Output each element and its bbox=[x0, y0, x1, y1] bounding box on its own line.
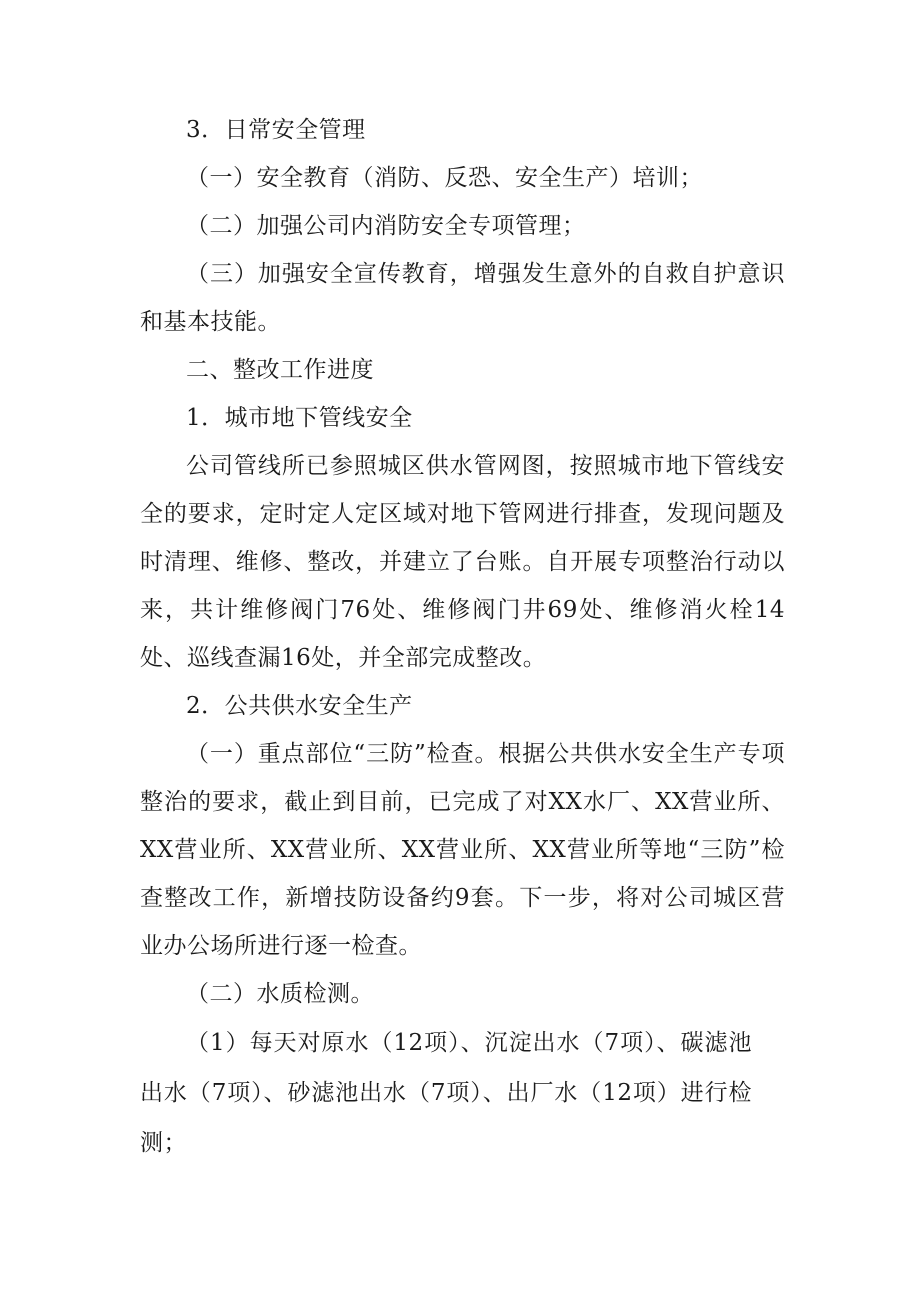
heading-public-water-supply: 2．公共供水安全生产 bbox=[186, 693, 413, 719]
document-body bbox=[140, 106, 785, 1168]
list-item-safety-publicity: （三）加强安全宣传教育，增强发生意外的自救自护意识和基本技能。 bbox=[140, 261, 785, 335]
paragraph-pipeline-inspection: 公司管线所已参照城区供水管网图，按照城市地下管线安全的要求，定时定人定区域对地下管网进行排查，发现问题及时清理、维修、整改，并建立了台账。自开展专项整治行动以来，共计维修阀门76处、维修阀门井69处、维修消火栓14处、巡线查漏16处，并全部完成整改。 bbox=[140, 453, 785, 671]
list-item-fire-management: （二）加强公司内消防安全专项管理； bbox=[186, 213, 586, 239]
section-heading-progress: 二、整改工作进度 bbox=[186, 357, 374, 383]
heading-daily-safety: 3．日常安全管理 bbox=[186, 117, 366, 143]
paragraph-daily-testing: （1）每天对原水（12项）、沉淀出水（7项）、碳滤池出水（7项）、砂滤池出水（7项）、出厂水（12项）进行检测； bbox=[140, 1030, 752, 1156]
list-item-safety-education: （一）安全教育（消防、反恐、安全生产）培训； bbox=[186, 165, 703, 191]
paragraph-three-prevention-check: （一）重点部位“三防”检查。根据公共供水安全生产专项整治的要求，截止到目前，已完成了对XX水厂、XX营业所、XX营业所、XX营业所、XX营业所、XX营业所等地“三防”检查整改工作，新增技防设备约9套。下一步，将对公司城区营业办公场所进行逐一检查。 bbox=[140, 741, 785, 959]
heading-water-quality-testing: （二）水质检测。 bbox=[186, 981, 374, 1007]
heading-underground-pipeline: 1．城市地下管线安全 bbox=[186, 405, 413, 431]
